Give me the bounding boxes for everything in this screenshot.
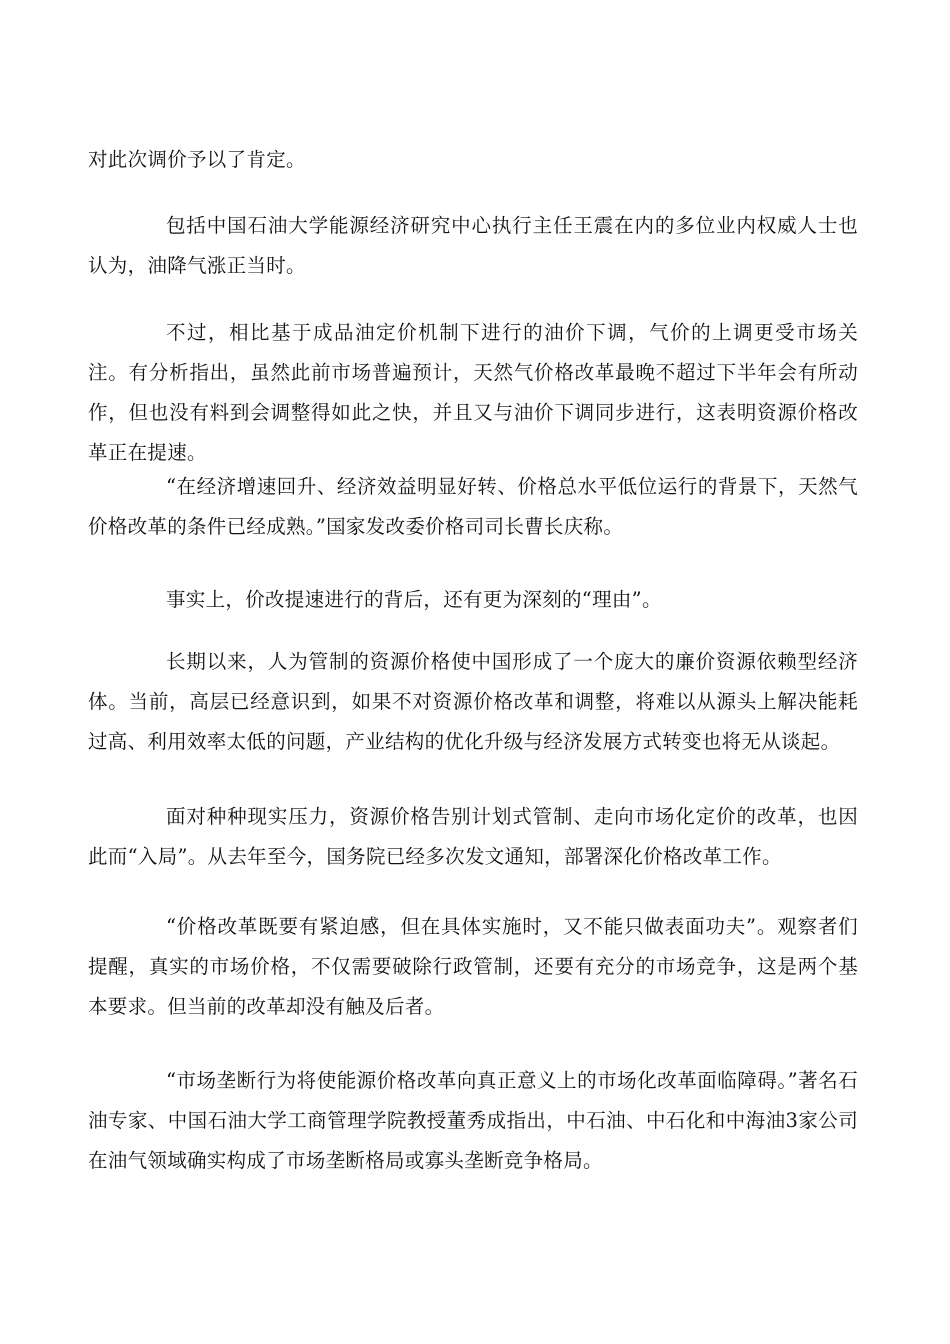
- paragraph: 包括中国石油大学能源经济研究中心执行主任王震在内的多位业内权威人士也认为，油降气涨正当时。: [88, 214, 858, 277]
- paragraph: 长期以来，人为管制的资源价格使中国形成了一个庞大的廉价资源依赖型经济体。当前，高层已经意识到，如果不对资源价格改革和调整，将难以从源头上解决能耗过高、利用效率太低的问题，产业结构的优化升级与经济发展方式转变也将无从谈起。: [88, 650, 858, 753]
- paragraph: “在经济增速回升、经济效益明显好转、价格总水平低位运行的背景下，天然气价格改革的条件已经成熟。”国家发改委价格司司长曹长庆称。: [88, 475, 858, 538]
- paragraph: 面对种种现实压力，资源价格告别计划式管制、走向市场化定价的改革，也因此而“入局”。从去年至今，国务院已经多次发文通知，部署深化价格改革工作。: [88, 805, 858, 868]
- paragraph: 事实上，价改提速进行的背后，还有更为深刻的“理由”。: [166, 588, 662, 611]
- paragraph: 不过，相比基于成品油定价机制下进行的油价下调，气价的上调更受市场关注。有分析指出，虽然此前市场普遍预计，天然气价格改革最晚不超过下半年会有所动作，但也没有料到会调整得如此之快，并且又与油价下调同步进行，这表明资源价格改革正在提速。: [88, 321, 858, 464]
- paragraph: “价格改革既要有紧迫感，但在具体实施时，又不能只做表面功夫”。观察者们提醒，真实的市场价格，不仅需要破除行政管制，还要有充分的市场竞争，这是两个基本要求。但当前的改革却没有触及后者。: [88, 915, 858, 1018]
- paragraph: “市场垄断行为将使能源价格改革向真正意义上的市场化改革面临障碍。”著名石油专家、中国石油大学工商管理学院教授董秀成指出，中石油、中石化和中海油3家公司在油气领域确实构成了市场垄断格局或寡头垄断竞争格局。: [88, 1069, 858, 1172]
- paragraph-continuation: 对此次调价予以了肯定。: [88, 148, 306, 171]
